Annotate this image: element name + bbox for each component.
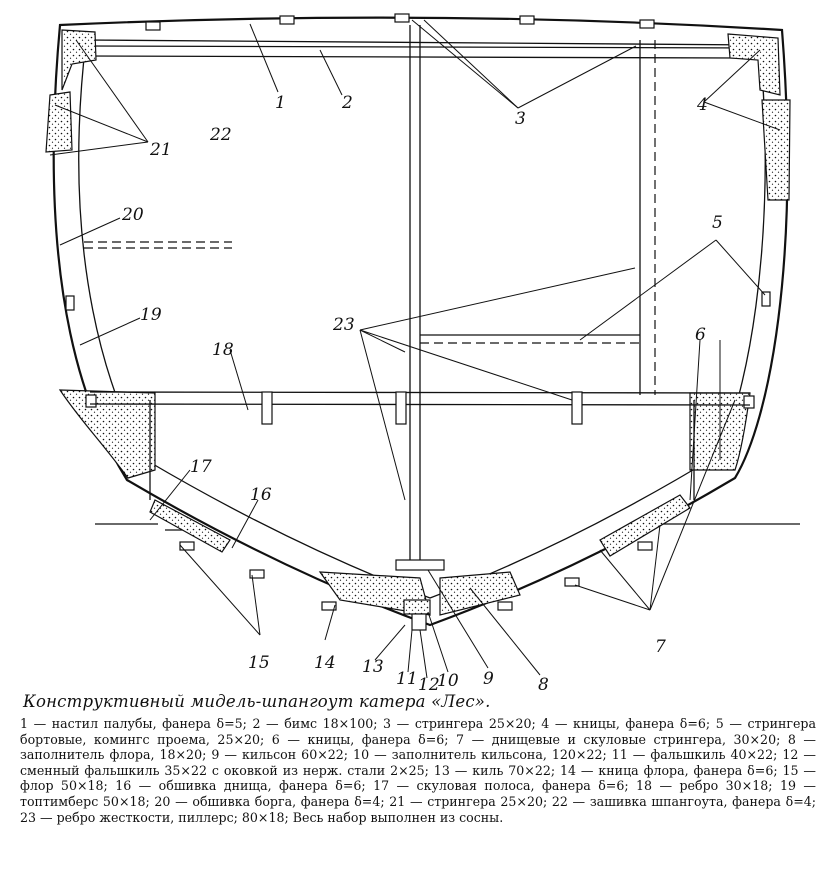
callout-14: 14 — [314, 653, 336, 673]
callout-20: 20 — [122, 205, 144, 225]
callout-9: 9 — [483, 669, 494, 689]
pillars — [84, 25, 694, 560]
figure-caption — [20, 692, 816, 825]
callout-23: 23 — [333, 315, 355, 335]
callout-18: 18 — [212, 340, 234, 360]
callout-6: 6 — [695, 325, 706, 345]
callout-7: 7 — [655, 637, 666, 657]
callout-16: 16 — [250, 485, 272, 505]
deck-beam — [86, 46, 760, 58]
callout-19: 19 — [140, 305, 162, 325]
callout-8: 8 — [538, 675, 549, 690]
callout-17: 17 — [190, 457, 212, 477]
callout-3: 3 — [515, 109, 526, 129]
callout-13: 13 — [362, 657, 384, 677]
callout-12: 12 — [418, 675, 440, 690]
callout-4: 4 — [697, 95, 708, 115]
caption-title: Конструктивный мидель-шпангоут катера «Лес». — [23, 692, 491, 711]
callout-11: 11 — [396, 669, 418, 689]
callout-22: 22 — [210, 125, 232, 145]
callout-10: 10 — [437, 671, 459, 690]
callout-15: 15 — [248, 653, 270, 673]
callout-1: 1 — [275, 93, 286, 113]
caption-legend: 1 — настил палубы, фанера δ=5; 2 — бимс 18×100; 3 — стрингера 25×20; 4 — кницы, фанера δ=6; 5 — стрингера бортовые, комингс проема, 25×20; 6 — кницы, фанера δ=6; 7 — днищевые и скуловые стрингера, 30×20; 8 — заполнитель флора, 18×20; 9 — кильсон 60×22; 10 — заполнитель кильсона, 120×22; 11 — фальшкиль 40×22; 12 — сменный фальшкиль 35×22 с оковкой из нерж. стали 2×25; 13 — киль 70×22; 14 — кница флора, фанера δ=6; 15 — флор 50×18; 16 — обшивка днища, фанера δ=6; 17 — скуловая полоса, фанера δ=6; 18 — ребро 30×18; 19 — топтимберс 50×18; 20 — обшивка борга, фанера δ=4; 21 — стрингера 25×20; 22 — зашивка шпангоута, фанера δ=4; 23 — ребро жесткости, пиллерс; 80×18; Весь набор выполнен из сосны. — [20, 716, 816, 825]
callout-5: 5 — [712, 213, 723, 233]
callout-21: 21 — [150, 140, 172, 160]
side-knees — [46, 30, 790, 478]
callout-2: 2 — [342, 93, 353, 113]
